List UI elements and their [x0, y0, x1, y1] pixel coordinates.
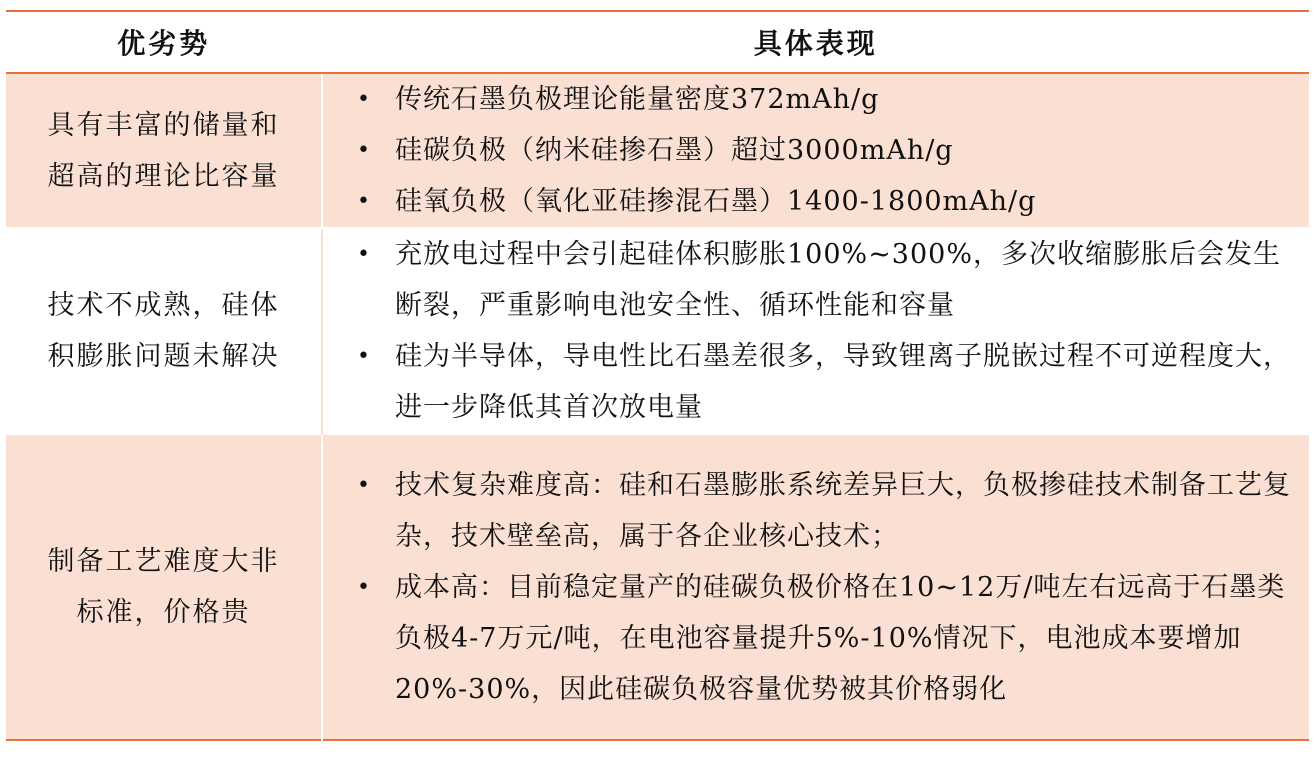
bullet-item — [357, 74, 1299, 125]
bullet-item — [357, 460, 1299, 562]
bullet-list — [323, 229, 1309, 433]
advantage-line: 超高的理论比容量 — [47, 160, 280, 192]
bullet-text: 传统石墨负极理论能量密度372mAh/g — [395, 84, 880, 115]
bullet-text: 硅为半导体，导电性比石墨差很多，导致锂离子脱嵌过程不可逆程度大，进一步降低其首次放电量 — [395, 341, 1291, 423]
bullet-item — [357, 562, 1299, 715]
advantage-line: 标准，价格贵 — [76, 597, 251, 628]
table-row — [6, 434, 1309, 740]
header-row — [6, 11, 1309, 73]
bullet-icon: • — [357, 87, 371, 112]
advantage-cell — [6, 434, 322, 740]
bullet-icon: • — [357, 242, 371, 267]
bullet-item — [357, 331, 1299, 433]
bullet-item — [357, 229, 1299, 331]
bullet-icon: • — [357, 344, 371, 369]
bullet-list — [323, 460, 1309, 715]
table-row — [6, 73, 1309, 228]
advantage-cell — [6, 73, 322, 228]
detail-cell — [322, 73, 1309, 228]
bullet-icon: • — [357, 574, 371, 600]
detail-cell — [322, 434, 1309, 740]
bullet-icon: • — [357, 472, 371, 498]
comparison-table — [6, 10, 1309, 741]
bullet-text: 硅碳负极（纳米硅掺石墨）超过3000mAh/g — [395, 135, 954, 166]
bullet-text: 成本高：目前稳定量产的硅碳负极价格在10~12万/吨左右远高于石墨类负极4-7万元/吨，在电池容量提升5%-10%情况下，电池成本要增加20%-30%，因此硅碳负极容量优势被其价格弱化 — [395, 571, 1286, 705]
bullet-text: 充放电过程中会引起硅体积膨胀100%~300%，多次收缩膨胀后会发生断裂，严重影响电池安全性、循环性能和容量 — [395, 239, 1282, 321]
detail-cell — [322, 228, 1309, 434]
bullet-item — [357, 176, 1299, 227]
header-detail: 具体表现 — [322, 11, 1309, 73]
advantage-line: 积膨胀问题未解决 — [47, 341, 280, 372]
bullet-item — [357, 125, 1299, 176]
bullet-icon: • — [357, 189, 371, 214]
header-advantage: 优劣势 — [6, 11, 322, 73]
advantage-line: 具有丰富的储量和 — [47, 109, 280, 141]
advantage-cell — [6, 228, 322, 434]
bullet-icon: • — [357, 138, 371, 163]
bullet-text: 技术复杂难度高：硅和石墨膨胀系统差异巨大，负极掺硅技术制备工艺复杂，技术壁垒高，属于各企业核心技术； — [395, 469, 1291, 552]
bullet-text: 硅氧负极（氧化亚硅掺混石墨）1400-1800mAh/g — [395, 186, 1037, 217]
advantage-line: 技术不成熟，硅体 — [47, 290, 280, 321]
advantage-line: 制备工艺难度大非 — [47, 546, 280, 577]
bullet-list — [323, 74, 1309, 227]
table-row — [6, 228, 1309, 434]
